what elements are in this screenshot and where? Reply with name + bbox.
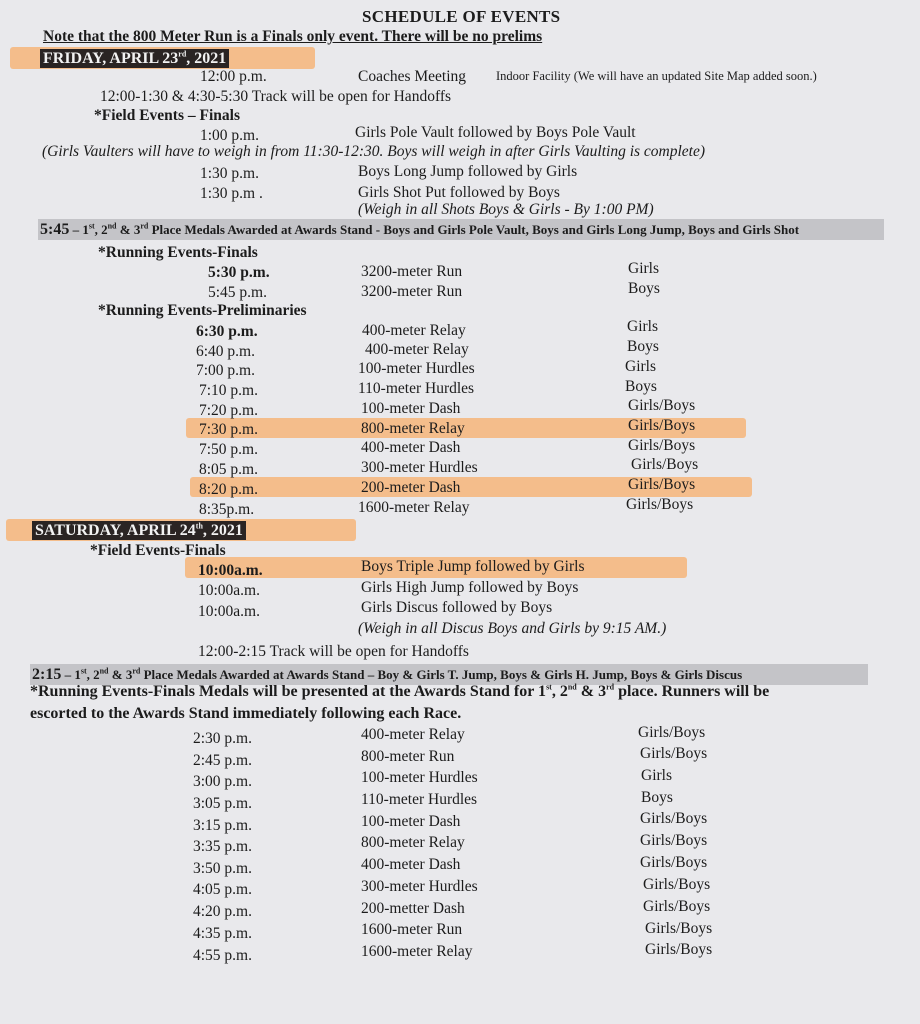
final-time: 3:00 p.m. bbox=[193, 773, 252, 790]
field-event: Girls Pole Vault followed by Boys Pole Vault bbox=[355, 124, 636, 141]
sat-field-time: 10:00a.m. bbox=[198, 603, 260, 620]
sat-field-event: Boys Triple Jump followed by Girls bbox=[361, 558, 585, 575]
prelim-gender: Girls/Boys bbox=[628, 417, 696, 434]
vault-note: (Girls Vaulters will have to weigh in from 11:30-12:30. Boys will weigh in after Girls Vaulting is complete) bbox=[42, 143, 706, 160]
final-event: 400-meter Dash bbox=[361, 856, 461, 873]
prelim-event: 200-meter Dash bbox=[361, 479, 461, 496]
friday-header: FRIDAY, APRIL 23rd, 2021 bbox=[40, 49, 229, 68]
prelim-time: 8:05 p.m. bbox=[199, 461, 258, 478]
prelim-event: 110-meter Hurdles bbox=[358, 380, 475, 397]
prelim-time: 7:20 p.m. bbox=[199, 402, 258, 419]
final-event: 400-meter Relay bbox=[361, 726, 465, 743]
prelim-time: 7:00 p.m. bbox=[196, 362, 255, 379]
prelim-gender: Boys bbox=[627, 338, 659, 355]
final-gender: Girls bbox=[641, 767, 672, 784]
final-time: 4:35 p.m. bbox=[193, 925, 252, 942]
final-time: 2:45 p.m. bbox=[193, 752, 252, 769]
coaches-meeting-time: 12:00 p.m. bbox=[200, 68, 267, 85]
final-event: 800-meter Run bbox=[361, 748, 455, 765]
prelim-time: 6:40 p.m. bbox=[196, 343, 255, 360]
prelim-gender: Girls/Boys bbox=[631, 456, 699, 473]
final-gender: Girls/Boys bbox=[640, 854, 708, 871]
final-event: 200-metter Dash bbox=[361, 900, 465, 917]
final-event: 110-meter Hurdles bbox=[361, 791, 478, 808]
prelim-event: 100-meter Hurdles bbox=[358, 360, 475, 377]
saturday-medal-line: 2:15 – 1st, 2nd & 3rd Place Medals Awarded at Awards Stand – Boy & Girls T. Jump, Boys & Girls H. Jump, Boys & Girls Discus bbox=[32, 666, 743, 683]
run-time: 5:45 p.m. bbox=[208, 284, 267, 301]
run-event: 3200-meter Run bbox=[361, 263, 463, 280]
page-title: SCHEDULE OF EVENTS bbox=[362, 7, 561, 26]
prelim-event: 400-meter Dash bbox=[361, 439, 461, 456]
final-time: 4:05 p.m. bbox=[193, 881, 252, 898]
saturday-finals-note: *Running Events-Finals Medals will be presented at the Awards Stand for 1st, 2nd & 3rd place. Runners will be bbox=[30, 682, 770, 700]
prelim-event: 400-meter Relay bbox=[362, 322, 466, 339]
shot-note: (Weigh in all Shots Boys & Girls - By 1:00 PM) bbox=[358, 201, 654, 218]
final-gender: Boys bbox=[641, 789, 673, 806]
final-time: 3:35 p.m. bbox=[193, 838, 252, 855]
final-time: 2:30 p.m. bbox=[193, 730, 252, 747]
prelim-gender: Boys bbox=[625, 378, 657, 395]
final-gender: Girls/Boys bbox=[645, 941, 713, 958]
final-gender: Girls/Boys bbox=[640, 745, 708, 762]
final-gender: Girls/Boys bbox=[643, 876, 711, 893]
prelims-note: Note that the 800 Meter Run is a Finals only event. There will be no prelims bbox=[43, 28, 543, 45]
prelim-event: 100-meter Dash bbox=[361, 400, 461, 417]
coaches-meeting-note: Indoor Facility (We will have an updated Site Map added soon.) bbox=[496, 69, 817, 83]
final-time: 4:55 p.m. bbox=[193, 947, 252, 964]
final-gender: Girls/Boys bbox=[643, 898, 711, 915]
prelim-time: 6:30 p.m. bbox=[196, 323, 258, 340]
run-time: 5:30 p.m. bbox=[208, 264, 270, 281]
friday-medal-line: 5:45 – 1st, 2nd & 3rd Place Medals Awarded at Awards Stand - Boys and Girls Pole Vault, Boys and Girls Long Jump, Boys and Girls Shot bbox=[40, 221, 800, 238]
run-gender: Girls bbox=[628, 260, 659, 277]
prelim-gender: Girls/Boys bbox=[628, 476, 696, 493]
field-time: 1:00 p.m. bbox=[200, 127, 259, 144]
sat-field-event: Girls Discus followed by Boys bbox=[361, 599, 553, 616]
friday-running-finals-heading: *Running Events-Finals bbox=[98, 244, 258, 261]
final-gender: Girls/Boys bbox=[640, 832, 708, 849]
final-gender: Girls/Boys bbox=[640, 810, 708, 827]
saturday-header: SATURDAY, APRIL 24th, 2021 bbox=[32, 521, 246, 540]
prelim-event: 800-meter Relay bbox=[361, 420, 465, 437]
final-event: 1600-meter Relay bbox=[361, 943, 473, 960]
prelim-gender: Girls bbox=[625, 358, 656, 375]
field-time: 1:30 p.m . bbox=[200, 185, 263, 202]
saturday-field-heading: *Field Events-Finals bbox=[90, 542, 226, 559]
field-time: 1:30 p.m. bbox=[200, 165, 259, 182]
run-event: 3200-meter Run bbox=[361, 283, 463, 300]
prelim-time: 8:20 p.m. bbox=[199, 481, 258, 498]
friday-field-heading: *Field Events – Finals bbox=[94, 107, 240, 124]
sat-field-time: 10:00a.m. bbox=[198, 562, 263, 579]
run-gender: Boys bbox=[628, 280, 660, 297]
final-time: 4:20 p.m. bbox=[193, 903, 252, 920]
final-event: 1600-meter Run bbox=[361, 921, 463, 938]
saturday-finals-note-line2: escorted to the Awards Stand immediately following each Race. bbox=[30, 705, 462, 722]
prelim-gender: Girls/Boys bbox=[628, 397, 696, 414]
sat-field-time: 10:00a.m. bbox=[198, 582, 260, 599]
final-time: 3:05 p.m. bbox=[193, 795, 252, 812]
final-time: 3:15 p.m. bbox=[193, 817, 252, 834]
prelim-time: 7:10 p.m. bbox=[199, 382, 258, 399]
field-event: Girls Shot Put followed by Boys bbox=[358, 184, 560, 201]
sat-field-event: Girls High Jump followed by Boys bbox=[361, 579, 579, 596]
saturday-handoffs: 12:00-2:15 Track will be open for Handoffs bbox=[198, 643, 469, 660]
prelim-event: 1600-meter Relay bbox=[358, 499, 470, 516]
field-event: Boys Long Jump followed by Girls bbox=[358, 163, 578, 180]
prelim-gender: Girls/Boys bbox=[626, 496, 694, 513]
prelim-time: 7:50 p.m. bbox=[199, 441, 258, 458]
prelim-gender: Girls/Boys bbox=[628, 437, 696, 454]
final-event: 300-meter Hurdles bbox=[361, 878, 478, 895]
discus-note: (Weigh in all Discus Boys and Girls by 9:15 AM.) bbox=[358, 620, 667, 637]
prelim-time: 7:30 p.m. bbox=[199, 421, 258, 438]
final-time: 3:50 p.m. bbox=[193, 860, 252, 877]
prelims-heading: *Running Events-Preliminaries bbox=[98, 302, 307, 319]
final-event: 800-meter Relay bbox=[361, 834, 465, 851]
final-gender: Girls/Boys bbox=[638, 724, 706, 741]
prelim-event: 300-meter Hurdles bbox=[361, 459, 478, 476]
final-event: 100-meter Dash bbox=[361, 813, 461, 830]
prelim-event: 400-meter Relay bbox=[365, 341, 469, 358]
prelim-time: 8:35p.m. bbox=[199, 501, 255, 518]
friday-handoffs: 12:00-1:30 & 4:30-5:30 Track will be open for Handoffs bbox=[100, 88, 452, 105]
final-gender: Girls/Boys bbox=[645, 920, 713, 937]
final-event: 100-meter Hurdles bbox=[361, 769, 478, 786]
coaches-meeting-event: Coaches Meeting bbox=[358, 68, 467, 85]
prelim-gender: Girls bbox=[627, 318, 658, 335]
